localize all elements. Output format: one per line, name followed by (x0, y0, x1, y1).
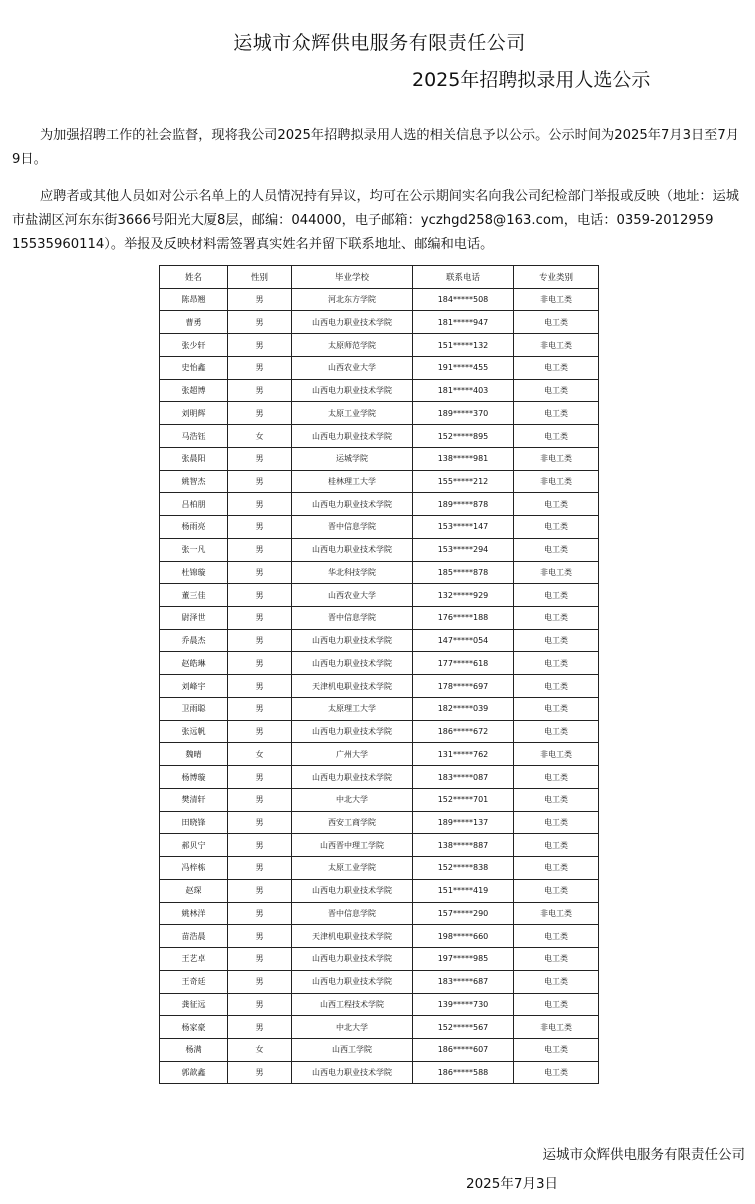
cell-gender: 男 (228, 970, 292, 993)
cell-gender: 男 (228, 834, 292, 857)
cell-school: 中北大学 (292, 788, 413, 811)
cell-gender: 男 (228, 652, 292, 675)
cell-school: 山西工学院 (292, 1038, 413, 1061)
cell-name: 王艺卓 (160, 948, 228, 971)
cell-name: 吕柏朋 (160, 493, 228, 516)
cell-phone: 152*****895 (413, 425, 514, 448)
table-row (160, 1038, 599, 1061)
cell-category: 电工类 (514, 584, 599, 607)
cell-category: 非电工类 (514, 334, 599, 357)
table-row (160, 811, 599, 834)
cell-school: 山西电力职业技术学院 (292, 1061, 413, 1084)
cell-phone: 189*****370 (413, 402, 514, 425)
footer-date: 2025年7月3日 (466, 1176, 559, 1192)
cell-category: 非电工类 (514, 561, 599, 584)
cell-category: 电工类 (514, 720, 599, 743)
cell-phone: 152*****701 (413, 788, 514, 811)
table-row (160, 788, 599, 811)
column-header-phone: 联系电话 (413, 266, 514, 289)
cell-phone: 181*****947 (413, 311, 514, 334)
table-row (160, 311, 599, 334)
cell-gender: 男 (228, 925, 292, 948)
cell-gender: 男 (228, 811, 292, 834)
cell-gender: 男 (228, 1016, 292, 1039)
cell-phone: 198*****660 (413, 925, 514, 948)
notice-paragraph-1: 为加强招聘工作的社会监督，现将我公司2025年招聘拟录用人选的相关信息予以公示。公示时间为2025年7月3日至7月9日。 (12, 128, 739, 167)
cell-phone: 138*****887 (413, 834, 514, 857)
cell-category: 电工类 (514, 675, 599, 698)
cell-school: 太原理工大学 (292, 697, 413, 720)
table-row (160, 993, 599, 1016)
cell-school: 晋中信息学院 (292, 516, 413, 539)
cell-phone: 189*****878 (413, 493, 514, 516)
cell-gender: 男 (228, 334, 292, 357)
table-row (160, 675, 599, 698)
cell-gender: 男 (228, 629, 292, 652)
cell-gender: 女 (228, 1038, 292, 1061)
table-row (160, 402, 599, 425)
cell-gender: 男 (228, 584, 292, 607)
cell-name: 张晨阳 (160, 447, 228, 470)
cell-category: 电工类 (514, 834, 599, 857)
cell-school: 西安工商学院 (292, 811, 413, 834)
cell-category: 电工类 (514, 993, 599, 1016)
cell-phone: 177*****618 (413, 652, 514, 675)
cell-gender: 男 (228, 447, 292, 470)
table-header-row (160, 266, 599, 289)
cell-category: 电工类 (514, 425, 599, 448)
cell-name: 樊清轩 (160, 788, 228, 811)
cell-name: 郭歆鑫 (160, 1061, 228, 1084)
cell-gender: 男 (228, 697, 292, 720)
cell-name: 卫雨聪 (160, 697, 228, 720)
cell-school: 山西电力职业技术学院 (292, 970, 413, 993)
cell-school: 华北科技学院 (292, 561, 413, 584)
cell-name: 杨满 (160, 1038, 228, 1061)
cell-name: 张超博 (160, 379, 228, 402)
cell-category: 电工类 (514, 948, 599, 971)
column-header-school: 毕业学校 (292, 266, 413, 289)
cell-phone: 181*****403 (413, 379, 514, 402)
cell-school: 山西电力职业技术学院 (292, 879, 413, 902)
table-row (160, 857, 599, 880)
cell-name: 乔晨杰 (160, 629, 228, 652)
cell-school: 晋中信息学院 (292, 902, 413, 925)
cell-category: 电工类 (514, 788, 599, 811)
cell-school: 太原工业学院 (292, 402, 413, 425)
cell-school: 山西农业大学 (292, 356, 413, 379)
cell-school: 中北大学 (292, 1016, 413, 1039)
cell-category: 电工类 (514, 607, 599, 630)
table-body (160, 288, 599, 1084)
cell-gender: 男 (228, 1061, 292, 1084)
cell-gender: 男 (228, 379, 292, 402)
cell-phone: 153*****147 (413, 516, 514, 539)
cell-gender: 男 (228, 788, 292, 811)
cell-gender: 男 (228, 766, 292, 789)
notice-paragraph-2: 应聘者或其他人员如对公示名单上的人员情况持有异议，均可在公示期间实名向我公司纪检部门举报或反映（地址：运城市盐湖区河东东街3666号阳光大厦8层，邮编：044000，电子邮箱：yczhgd258@163.com，电话：0359-2012959 15535960114）。举报及反映材料需签署真实姓名并留下联系地址、邮编和电话。 (12, 189, 739, 252)
table-row (160, 652, 599, 675)
cell-category: 电工类 (514, 1038, 599, 1061)
cell-phone: 185*****878 (413, 561, 514, 584)
table-row (160, 925, 599, 948)
cell-category: 电工类 (514, 857, 599, 880)
cell-category: 电工类 (514, 356, 599, 379)
cell-phone: 151*****132 (413, 334, 514, 357)
cell-category: 电工类 (514, 379, 599, 402)
table-row (160, 538, 599, 561)
table-row (160, 561, 599, 584)
cell-name: 张少轩 (160, 334, 228, 357)
table-row (160, 493, 599, 516)
cell-phone: 151*****419 (413, 879, 514, 902)
cell-name: 马浩钰 (160, 425, 228, 448)
cell-school: 桂林理工大学 (292, 470, 413, 493)
cell-school: 山西电力职业技术学院 (292, 948, 413, 971)
cell-phone: 182*****039 (413, 697, 514, 720)
cell-school: 晋中信息学院 (292, 607, 413, 630)
cell-gender: 女 (228, 425, 292, 448)
cell-phone: 186*****672 (413, 720, 514, 743)
cell-name: 张一凡 (160, 538, 228, 561)
cell-category: 电工类 (514, 697, 599, 720)
cell-category: 电工类 (514, 516, 599, 539)
table-row (160, 766, 599, 789)
cell-gender: 男 (228, 516, 292, 539)
cell-gender: 男 (228, 993, 292, 1016)
table-row (160, 743, 599, 766)
cell-gender: 男 (228, 493, 292, 516)
cell-school: 山西电力职业技术学院 (292, 311, 413, 334)
cell-name: 刘峰宇 (160, 675, 228, 698)
cell-name: 王奇廷 (160, 970, 228, 993)
cell-name: 史怡鑫 (160, 356, 228, 379)
cell-phone: 189*****137 (413, 811, 514, 834)
cell-school: 山西电力职业技术学院 (292, 425, 413, 448)
cell-name: 郝贝宁 (160, 834, 228, 857)
cell-school: 河北东方学院 (292, 288, 413, 311)
cell-name: 杨博璇 (160, 766, 228, 789)
cell-phone: 191*****455 (413, 356, 514, 379)
table-row (160, 379, 599, 402)
cell-category: 非电工类 (514, 1016, 599, 1039)
cell-phone: 197*****985 (413, 948, 514, 971)
cell-school: 广州大学 (292, 743, 413, 766)
table-row (160, 334, 599, 357)
cell-category: 电工类 (514, 970, 599, 993)
cell-school: 山西电力职业技术学院 (292, 493, 413, 516)
cell-name: 陈昂翘 (160, 288, 228, 311)
cell-school: 太原工业学院 (292, 857, 413, 880)
cell-name: 杜锦璇 (160, 561, 228, 584)
cell-category: 电工类 (514, 538, 599, 561)
cell-category: 电工类 (514, 766, 599, 789)
cell-school: 山西电力职业技术学院 (292, 766, 413, 789)
cell-name: 董三佳 (160, 584, 228, 607)
cell-gender: 男 (228, 561, 292, 584)
cell-name: 曹勇 (160, 311, 228, 334)
cell-name: 刘明辉 (160, 402, 228, 425)
cell-category: 电工类 (514, 629, 599, 652)
cell-school: 天津机电职业技术学院 (292, 675, 413, 698)
table-row (160, 879, 599, 902)
cell-school: 山西工程技术学院 (292, 993, 413, 1016)
cell-name: 田晓锋 (160, 811, 228, 834)
cell-category: 电工类 (514, 493, 599, 516)
cell-school: 山西电力职业技术学院 (292, 720, 413, 743)
cell-category: 非电工类 (514, 902, 599, 925)
cell-name: 姚林洋 (160, 902, 228, 925)
table-row (160, 697, 599, 720)
cell-category: 电工类 (514, 811, 599, 834)
cell-category: 电工类 (514, 311, 599, 334)
cell-category: 非电工类 (514, 288, 599, 311)
table-row (160, 584, 599, 607)
cell-school: 天津机电职业技术学院 (292, 925, 413, 948)
cell-gender: 男 (228, 902, 292, 925)
cell-phone: 147*****054 (413, 629, 514, 652)
column-header-category: 专业类别 (514, 266, 599, 289)
page-title: 运城市众辉供电服务有限责任公司 (233, 32, 526, 54)
cell-gender: 男 (228, 948, 292, 971)
cell-category: 非电工类 (514, 743, 599, 766)
cell-phone: 131*****762 (413, 743, 514, 766)
column-header-gender: 性别 (228, 266, 292, 289)
cell-phone: 176*****188 (413, 607, 514, 630)
cell-phone: 178*****697 (413, 675, 514, 698)
cell-name: 赵皓琳 (160, 652, 228, 675)
cell-name: 龚征远 (160, 993, 228, 1016)
cell-phone: 183*****087 (413, 766, 514, 789)
table-row (160, 607, 599, 630)
cell-gender: 女 (228, 743, 292, 766)
table-row (160, 629, 599, 652)
cell-name: 赵琛 (160, 879, 228, 902)
cell-gender: 男 (228, 402, 292, 425)
cell-phone: 184*****508 (413, 288, 514, 311)
cell-category: 电工类 (514, 1061, 599, 1084)
table-row (160, 720, 599, 743)
cell-school: 山西电力职业技术学院 (292, 538, 413, 561)
cell-gender: 男 (228, 470, 292, 493)
candidate-table (159, 265, 599, 1084)
cell-school: 山西电力职业技术学院 (292, 652, 413, 675)
table-row (160, 288, 599, 311)
cell-phone: 138*****981 (413, 447, 514, 470)
cell-category: 电工类 (514, 879, 599, 902)
table-row (160, 425, 599, 448)
cell-phone: 186*****588 (413, 1061, 514, 1084)
cell-gender: 男 (228, 675, 292, 698)
cell-phone: 155*****212 (413, 470, 514, 493)
cell-phone: 132*****929 (413, 584, 514, 607)
table-row (160, 470, 599, 493)
cell-gender: 男 (228, 607, 292, 630)
table-row (160, 516, 599, 539)
cell-phone: 153*****294 (413, 538, 514, 561)
cell-school: 运城学院 (292, 447, 413, 470)
table-row (160, 970, 599, 993)
table-row (160, 948, 599, 971)
cell-category: 非电工类 (514, 447, 599, 470)
cell-gender: 男 (228, 857, 292, 880)
table-row (160, 834, 599, 857)
cell-category: 非电工类 (514, 470, 599, 493)
cell-school: 山西晋中理工学院 (292, 834, 413, 857)
cell-phone: 157*****290 (413, 902, 514, 925)
cell-gender: 男 (228, 288, 292, 311)
table-row (160, 447, 599, 470)
cell-name: 尉泽世 (160, 607, 228, 630)
cell-phone: 139*****730 (413, 993, 514, 1016)
cell-name: 魏晴 (160, 743, 228, 766)
cell-category: 电工类 (514, 652, 599, 675)
table-row (160, 1016, 599, 1039)
cell-name: 姚智杰 (160, 470, 228, 493)
cell-phone: 152*****567 (413, 1016, 514, 1039)
cell-school: 山西农业大学 (292, 584, 413, 607)
cell-gender: 男 (228, 311, 292, 334)
cell-school: 山西电力职业技术学院 (292, 379, 413, 402)
cell-name: 冯梓栋 (160, 857, 228, 880)
cell-gender: 男 (228, 879, 292, 902)
cell-name: 苗浩晨 (160, 925, 228, 948)
cell-category: 电工类 (514, 402, 599, 425)
cell-phone: 183*****687 (413, 970, 514, 993)
cell-category: 电工类 (514, 925, 599, 948)
footer-organization: 运城市众辉供电服务有限责任公司 (542, 1147, 745, 1163)
cell-gender: 男 (228, 356, 292, 379)
cell-name: 张远帆 (160, 720, 228, 743)
table-row (160, 356, 599, 379)
table-row (160, 902, 599, 925)
cell-name: 杨家豪 (160, 1016, 228, 1039)
cell-gender: 男 (228, 720, 292, 743)
cell-school: 太原师范学院 (292, 334, 413, 357)
table-row (160, 1061, 599, 1084)
cell-name: 杨雨亮 (160, 516, 228, 539)
cell-phone: 152*****838 (413, 857, 514, 880)
cell-gender: 男 (228, 538, 292, 561)
cell-phone: 186*****607 (413, 1038, 514, 1061)
cell-school: 山西电力职业技术学院 (292, 629, 413, 652)
page-subtitle: 2025年招聘拟录用人选公示 (412, 69, 651, 91)
column-header-name: 姓名 (160, 266, 228, 289)
